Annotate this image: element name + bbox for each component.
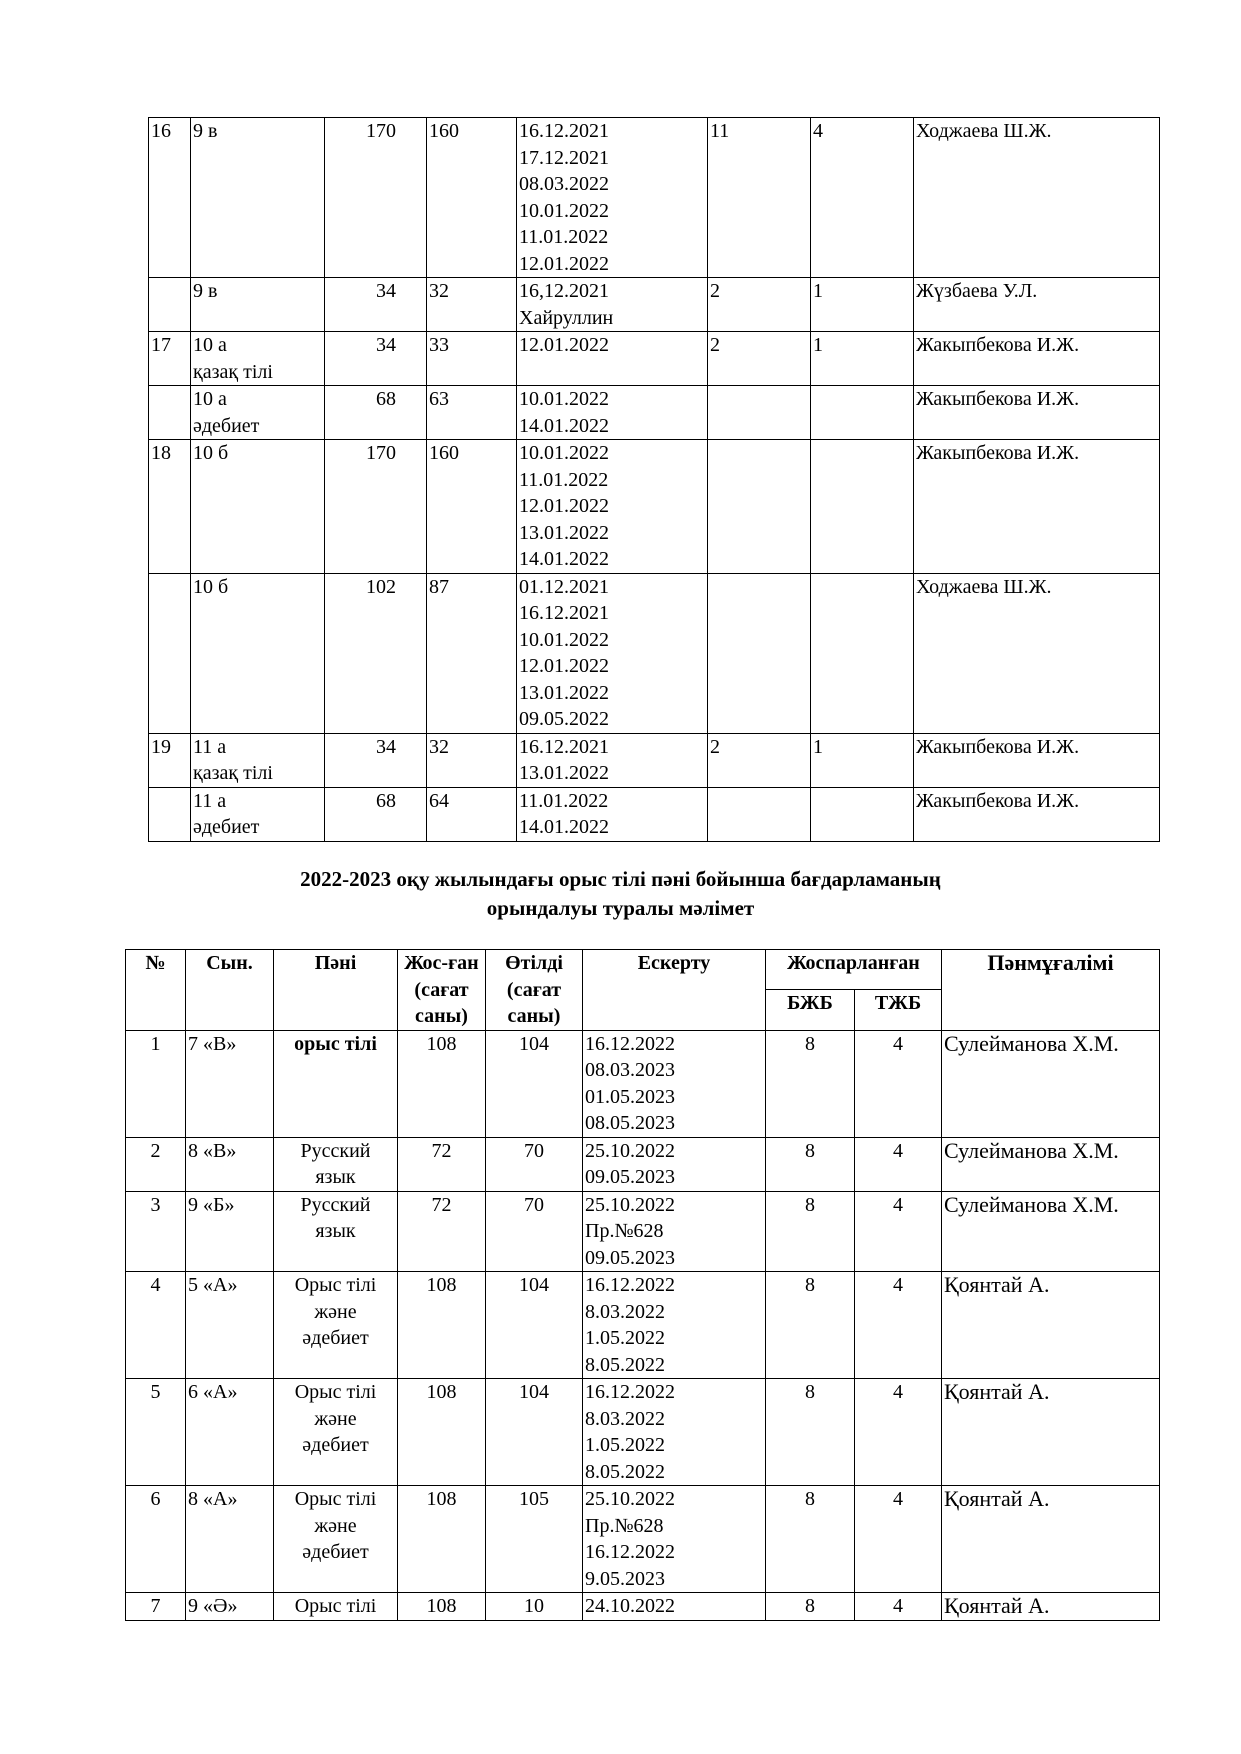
planned-hours-cell: 34 [325, 733, 427, 787]
dates-cell: 16,12.2021 Хайруллин [517, 278, 708, 332]
tzhb-cell: 4 [855, 1191, 942, 1272]
teacher-cell: Сулейманова Х.М. [942, 1137, 1160, 1191]
planned-hours-cell: 72 [398, 1191, 486, 1272]
dates-cell: 16.12.2021 17.12.2021 08.03.2022 10.01.2022 11.01.2022 12.01.2022 [517, 118, 708, 278]
class-cell: 10 а әдебиет [191, 386, 325, 440]
table-row [126, 1030, 1160, 1137]
done-hours-cell: 64 [427, 787, 517, 841]
table-row [149, 332, 1160, 386]
class-cell: 10 а қазақ тілі [191, 332, 325, 386]
subject-cell: орыс тілі [274, 1030, 398, 1137]
planned-hours-cell: 108 [398, 1379, 486, 1486]
tzhb-cell: 4 [855, 1030, 942, 1137]
bzhb-cell [708, 440, 811, 574]
tzhb-cell [811, 787, 914, 841]
bzhb-cell: 2 [708, 332, 811, 386]
class-cell: 7 «В» [186, 1030, 274, 1137]
teacher-cell: Жүзбаева У.Л. [914, 278, 1160, 332]
class-cell: 8 «А» [186, 1486, 274, 1593]
bzhb-cell: 8 [766, 1030, 855, 1137]
header-tzhb: ТЖБ [855, 990, 942, 1030]
bzhb-cell: 8 [766, 1379, 855, 1486]
bzhb-cell: 8 [766, 1593, 855, 1621]
page-title [0, 865, 1241, 923]
note-cell: 25.10.2022 09.05.2023 [583, 1137, 766, 1191]
teacher-cell: Жакыпбекова И.Ж. [914, 332, 1160, 386]
class-cell: 9 в [191, 118, 325, 278]
header-planned-hours: Жос-ған (сағат саны) [398, 950, 486, 1031]
subject-cell: Орыс тілі [274, 1593, 398, 1621]
table-row [149, 386, 1160, 440]
tzhb-cell: 4 [855, 1379, 942, 1486]
row-number [149, 278, 191, 332]
table-row [126, 1272, 1160, 1379]
row-number: 17 [149, 332, 191, 386]
note-cell: 25.10.2022 Пр.№628 16.12.2022 9.05.2023 [583, 1486, 766, 1593]
planned-hours-cell: 108 [398, 1030, 486, 1137]
header-planned-group: Жоспарланған [766, 950, 942, 990]
subject-cell: Орыс тілі және әдебиет [274, 1272, 398, 1379]
tzhb-cell: 4 [855, 1137, 942, 1191]
class-cell: 11 а әдебиет [191, 787, 325, 841]
table-course-hours-2021 [148, 117, 1160, 842]
done-hours-cell: 70 [486, 1191, 583, 1272]
class-cell: 11 а қазақ тілі [191, 733, 325, 787]
note-cell: 25.10.2022 Пр.№628 09.05.2023 [583, 1191, 766, 1272]
bzhb-cell: 8 [766, 1191, 855, 1272]
bzhb-cell: 11 [708, 118, 811, 278]
teacher-cell: Ходжаева Ш.Ж. [914, 573, 1160, 733]
row-number: 1 [126, 1030, 186, 1137]
tzhb-cell: 4 [855, 1272, 942, 1379]
dates-cell: 11.01.2022 14.01.2022 [517, 787, 708, 841]
teacher-cell: Қоянтай А. [942, 1486, 1160, 1593]
header-note: Ескерту [583, 950, 766, 1031]
table-row [126, 1137, 1160, 1191]
tzhb-cell [811, 440, 914, 574]
dates-cell: 01.12.2021 16.12.2021 10.01.2022 12.01.2022 13.01.2022 09.05.2022 [517, 573, 708, 733]
class-cell: 9 «Ә» [186, 1593, 274, 1621]
teacher-cell: Қоянтай А. [942, 1593, 1160, 1621]
bzhb-cell [708, 573, 811, 733]
planned-hours-cell: 68 [325, 787, 427, 841]
subject-cell: Русский язык [274, 1191, 398, 1272]
row-number: 19 [149, 733, 191, 787]
row-number: 16 [149, 118, 191, 278]
done-hours-cell: 87 [427, 573, 517, 733]
dates-cell: 10.01.2022 14.01.2022 [517, 386, 708, 440]
done-hours-cell: 105 [486, 1486, 583, 1593]
dates-cell: 16.12.2021 13.01.2022 [517, 733, 708, 787]
header-teacher: Пәнмұғалімі [942, 950, 1160, 1031]
header-subject: Пәні [274, 950, 398, 1031]
bzhb-cell: 8 [766, 1486, 855, 1593]
planned-hours-cell: 72 [398, 1137, 486, 1191]
table-row [149, 733, 1160, 787]
teacher-cell: Қоянтай А. [942, 1272, 1160, 1379]
title-line-1: 2022-2023 оқу жылындағы орыс тілі пәні бойынша бағдарламаның [300, 867, 941, 891]
row-number: 18 [149, 440, 191, 574]
table-row [149, 573, 1160, 733]
tzhb-cell: 1 [811, 278, 914, 332]
class-cell: 5 «А» [186, 1272, 274, 1379]
subject-cell: Русский язык [274, 1137, 398, 1191]
bzhb-cell [708, 787, 811, 841]
header-num: № [126, 950, 186, 1031]
tzhb-cell: 1 [811, 733, 914, 787]
done-hours-cell: 70 [486, 1137, 583, 1191]
row-number: 2 [126, 1137, 186, 1191]
dates-cell: 12.01.2022 [517, 332, 708, 386]
table-row [126, 1379, 1160, 1486]
class-cell: 10 б [191, 573, 325, 733]
teacher-cell: Ходжаева Ш.Ж. [914, 118, 1160, 278]
done-hours-cell: 104 [486, 1030, 583, 1137]
header-done-hours: Өтілді (сағат саны) [486, 950, 583, 1031]
title-line-2: орындалуы туралы мәлімет [486, 896, 755, 920]
bzhb-cell: 8 [766, 1272, 855, 1379]
tzhb-cell: 1 [811, 332, 914, 386]
subject-cell: Орыс тілі және әдебиет [274, 1486, 398, 1593]
class-cell: 10 б [191, 440, 325, 574]
bzhb-cell: 2 [708, 733, 811, 787]
teacher-cell: Жакыпбекова И.Ж. [914, 787, 1160, 841]
done-hours-cell: 104 [486, 1272, 583, 1379]
done-hours-cell: 32 [427, 733, 517, 787]
class-cell: 9 «Б» [186, 1191, 274, 1272]
table-row [126, 1486, 1160, 1593]
row-number [149, 787, 191, 841]
note-cell: 24.10.2022 [583, 1593, 766, 1621]
teacher-cell: Жакыпбекова И.Ж. [914, 733, 1160, 787]
note-cell: 16.12.2022 08.03.2023 01.05.2023 08.05.2023 [583, 1030, 766, 1137]
done-hours-cell: 160 [427, 440, 517, 574]
tzhb-cell: 4 [855, 1593, 942, 1621]
bzhb-cell: 2 [708, 278, 811, 332]
teacher-cell: Сулейманова Х.М. [942, 1191, 1160, 1272]
tzhb-cell: 4 [855, 1486, 942, 1593]
planned-hours-cell: 34 [325, 278, 427, 332]
row-number: 7 [126, 1593, 186, 1621]
planned-hours-cell: 108 [398, 1486, 486, 1593]
planned-hours-cell: 68 [325, 386, 427, 440]
table-row [126, 1593, 1160, 1621]
done-hours-cell: 160 [427, 118, 517, 278]
header-class: Сын. [186, 950, 274, 1031]
planned-hours-cell: 108 [398, 1593, 486, 1621]
done-hours-cell: 104 [486, 1379, 583, 1486]
tzhb-cell [811, 573, 914, 733]
planned-hours-cell: 170 [325, 440, 427, 574]
teacher-cell: Жакыпбекова И.Ж. [914, 386, 1160, 440]
planned-hours-cell: 170 [325, 118, 427, 278]
note-cell: 16.12.2022 8.03.2022 1.05.2022 8.05.2022 [583, 1379, 766, 1486]
planned-hours-cell: 108 [398, 1272, 486, 1379]
subject-cell: Орыс тілі және әдебиет [274, 1379, 398, 1486]
row-number: 3 [126, 1191, 186, 1272]
table-row [126, 1191, 1160, 1272]
row-number: 4 [126, 1272, 186, 1379]
teacher-cell: Қоянтай А. [942, 1379, 1160, 1486]
row-number [149, 386, 191, 440]
bzhb-cell: 8 [766, 1137, 855, 1191]
done-hours-cell: 63 [427, 386, 517, 440]
note-cell: 16.12.2022 8.03.2022 1.05.2022 8.05.2022 [583, 1272, 766, 1379]
class-cell: 9 в [191, 278, 325, 332]
table-row [149, 118, 1160, 278]
header-bzhb: БЖБ [766, 990, 855, 1030]
class-cell: 8 «В» [186, 1137, 274, 1191]
teacher-cell: Сулейманова Х.М. [942, 1030, 1160, 1137]
table-program-completion-2022-2023 [125, 949, 1160, 1621]
dates-cell: 10.01.2022 11.01.2022 12.01.2022 13.01.2022 14.01.2022 [517, 440, 708, 574]
done-hours-cell: 33 [427, 332, 517, 386]
class-cell: 6 «А» [186, 1379, 274, 1486]
table-row [149, 440, 1160, 574]
row-number: 5 [126, 1379, 186, 1486]
done-hours-cell: 10 [486, 1593, 583, 1621]
table-row [149, 787, 1160, 841]
done-hours-cell: 32 [427, 278, 517, 332]
planned-hours-cell: 34 [325, 332, 427, 386]
planned-hours-cell: 102 [325, 573, 427, 733]
bzhb-cell [708, 386, 811, 440]
table-row [149, 278, 1160, 332]
row-number [149, 573, 191, 733]
tzhb-cell [811, 386, 914, 440]
row-number: 6 [126, 1486, 186, 1593]
tzhb-cell: 4 [811, 118, 914, 278]
teacher-cell: Жакыпбекова И.Ж. [914, 440, 1160, 574]
